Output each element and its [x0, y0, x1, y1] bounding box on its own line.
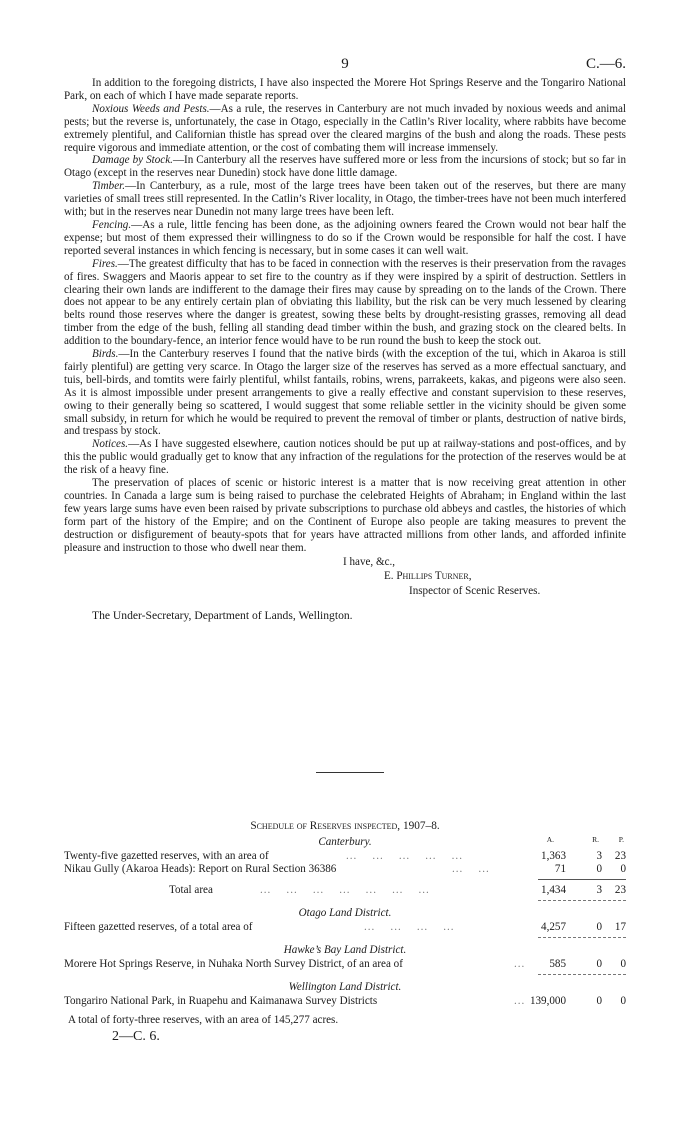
signature-name: E. Phillips Turner,: [384, 569, 472, 582]
signature-block: [64, 555, 626, 607]
page-number: 9: [341, 56, 349, 72]
column-perches: P.: [618, 835, 624, 844]
section-divider: [316, 772, 384, 773]
schedule-title: Schedule of Reserves inspected, 1907–8.: [250, 820, 440, 832]
total-rule: [538, 900, 626, 901]
paragraph-fencing: Fencing.—As a rule, little fencing has been done, as the adjoining owners feared the Crown would not bear half the expense; but most of them expressed their willingness to do so if the Crown would be responsible for half the cost. I have reported several instances in which fencing is necessary, but in some cases it can well wait.: [64, 218, 626, 257]
table-row: Tongariro National Park, in Ruapehu and Kaimanawa Survey Districts ... 139,000 0 0: [64, 995, 626, 1007]
district-heading-wellington: Wellington Land District.: [288, 981, 402, 993]
subtotal-rule: [538, 879, 626, 880]
paragraph-noxious-weeds: Noxious Weeds and Pests.—As a rule, the reserves in Canterbury are not much invaded by noxious weeds and animal pests; but the reverse is, unfortunately, the case in Otago, especially in the Catlin’s River locality, where rabbits have become extremely plentiful, and Californian thistle has spread over the cleared margins of the bush and along the roads. These pests require vigorous and immediate attention, or the cost of combating them will increase immensely.: [64, 102, 627, 154]
section-rule: [538, 937, 626, 938]
document-reference: C.—6.: [585, 56, 626, 72]
paragraph-damage-by-stock: Damage by Stock.—In Canterbury all the reserves have suffered more or less from the incursions of stock; but so far in Otago (except in the reserves near Dunedin) stock have done little damage.: [64, 154, 626, 180]
table-row: Twenty-five gazetted reserves, with an area of ... ... ... ... ... 1,363 3 23: [64, 850, 626, 862]
report-body: [64, 77, 626, 622]
table-row-total: Total area ... ... ... ... ... ... ... 1,434 3 23: [169, 884, 626, 896]
column-roods: R.: [592, 835, 599, 844]
paragraph-fires: Fires.—The greatest difficulty that has to be faced in connection with the reserves is their preservation from the ravages of fires. Swaggers and Maoris appear to set fire to the country as if they were inspired by a spirit of destruction. Settlers in clearing their own lands are indifferent to the damage their fires may cause by spreading on to the lands of the Crown. There does not appear to be any entirely certain plan of obviating this liability, but the risk can be very much lessened by clearing belts round those reserves where the danger is greatest, sowing these belts by drought-resisting grasses, removing all dead timber from the edge of the bush, felling all standing dead timber within the bush, and grazing stock on the cleared belts. In addition to the boundary-fence, an interior fence would have to be run round the bush to keep the stock out.: [64, 257, 626, 348]
footer-mark: 2—C. 6.: [112, 1029, 160, 1044]
schedule-table: [64, 820, 626, 1045]
paragraph-notices: Notices.—As I have suggested elsewhere, caution notices should be put up at railway-stations and post-offices, and by this the public would gradually get to know that any infraction of the regulations for the protection of the reserves would be at the risk of a heavy fine.: [64, 438, 626, 477]
paragraph-birds: Birds.—In the Canterbury reserves I found that the native birds (with the exception of the tui, which in Akaroa is still fairly plentiful) are getting very scarce. In Otago the larger size of the reserves has served as a more effectual sanctuary, and tuis, bell-birds, and tomtits were fairly plentiful, whilst fantails, robins, wrens, parrakeets, kakas, and pigeons were also seen. As it is almost impossible under present arrangements to give a really effective and constant supervision to these reserves, owing to their generally being so scattered, I would suggest that some reliable settler in the vicinity should be given some small subsidy, in return for which he would be required to prevent the removal of timber or plants, destruction of native birds, and trespass by stock.: [64, 348, 626, 438]
district-heading-canterbury: Canterbury.: [318, 836, 372, 848]
section-lead: Fencing.: [92, 218, 132, 231]
column-headers: [64, 835, 626, 845]
page-header: [64, 56, 626, 76]
section-lead: Birds.: [92, 348, 119, 361]
signature-title: Inspector of Scenic Reserves.: [409, 584, 541, 597]
section-lead: Timber.: [92, 180, 125, 193]
column-acres: A.: [546, 835, 554, 844]
section-lead: Notices.: [92, 438, 129, 451]
section-rule: [538, 974, 626, 975]
table-row: Morere Hot Springs Reserve, in Nuhaka North Survey District, of an area of ... 585 0 0: [64, 958, 626, 970]
addressee: The Under-Secretary, Department of Lands, Wellington.: [92, 608, 353, 622]
district-heading-otago: Otago Land District.: [298, 907, 392, 919]
paragraph-preservation: The preservation of places of scenic or historic interest is a matter that is now receiving great attention in other countries. In Canada a large sum is being raised to purchase the celebrated Heights of Abraham; in England within the last few years large sums have even been raised by private subscriptions to purchase old abbeys and castles, the histories of which form part of the history of the Empire; and on the Continent of Europe also people are taking measures to prevent the destruction or disfigurement of beauty-spots that for years have attracted millions from other lands, and afforded infinite pleasure and instruction to those who dwell near them.: [64, 477, 626, 554]
table-row: Nikau Gully (Akaroa Heads): Report on Rural Section 36386 ... ... 71 0 0: [64, 863, 626, 875]
paragraph-timber: Timber.—In Canterbury, as a rule, most of the large trees have been taken out of the reserves, but there are many varieties of small trees still represented. In the Catlin’s River locality, in Otago, the timber-trees have not been much interfered with; but in the reserves near Dunedin not many large trees have been left.: [64, 180, 626, 219]
total-note: A total of forty-three reserves, with an area of 145,277 acres.: [68, 1014, 339, 1026]
section-lead: Fires.: [92, 257, 118, 270]
section-lead: Noxious Weeds and Pests.: [92, 102, 210, 115]
signature-closing: I have, &c.,: [343, 555, 396, 568]
table-row: Fifteen gazetted reserves, of a total area of ... ... ... ... 4,257 0 17: [64, 921, 626, 933]
section-lead: Damage by Stock.: [92, 154, 173, 167]
paragraph-intro: In addition to the foregoing districts, I have also inspected the Morere Hot Springs Reserve and the Tongariro National Park, on each of which I have made separate reports.: [64, 77, 626, 102]
district-heading-hawkes-bay: Hawke’s Bay Land District.: [283, 944, 407, 956]
